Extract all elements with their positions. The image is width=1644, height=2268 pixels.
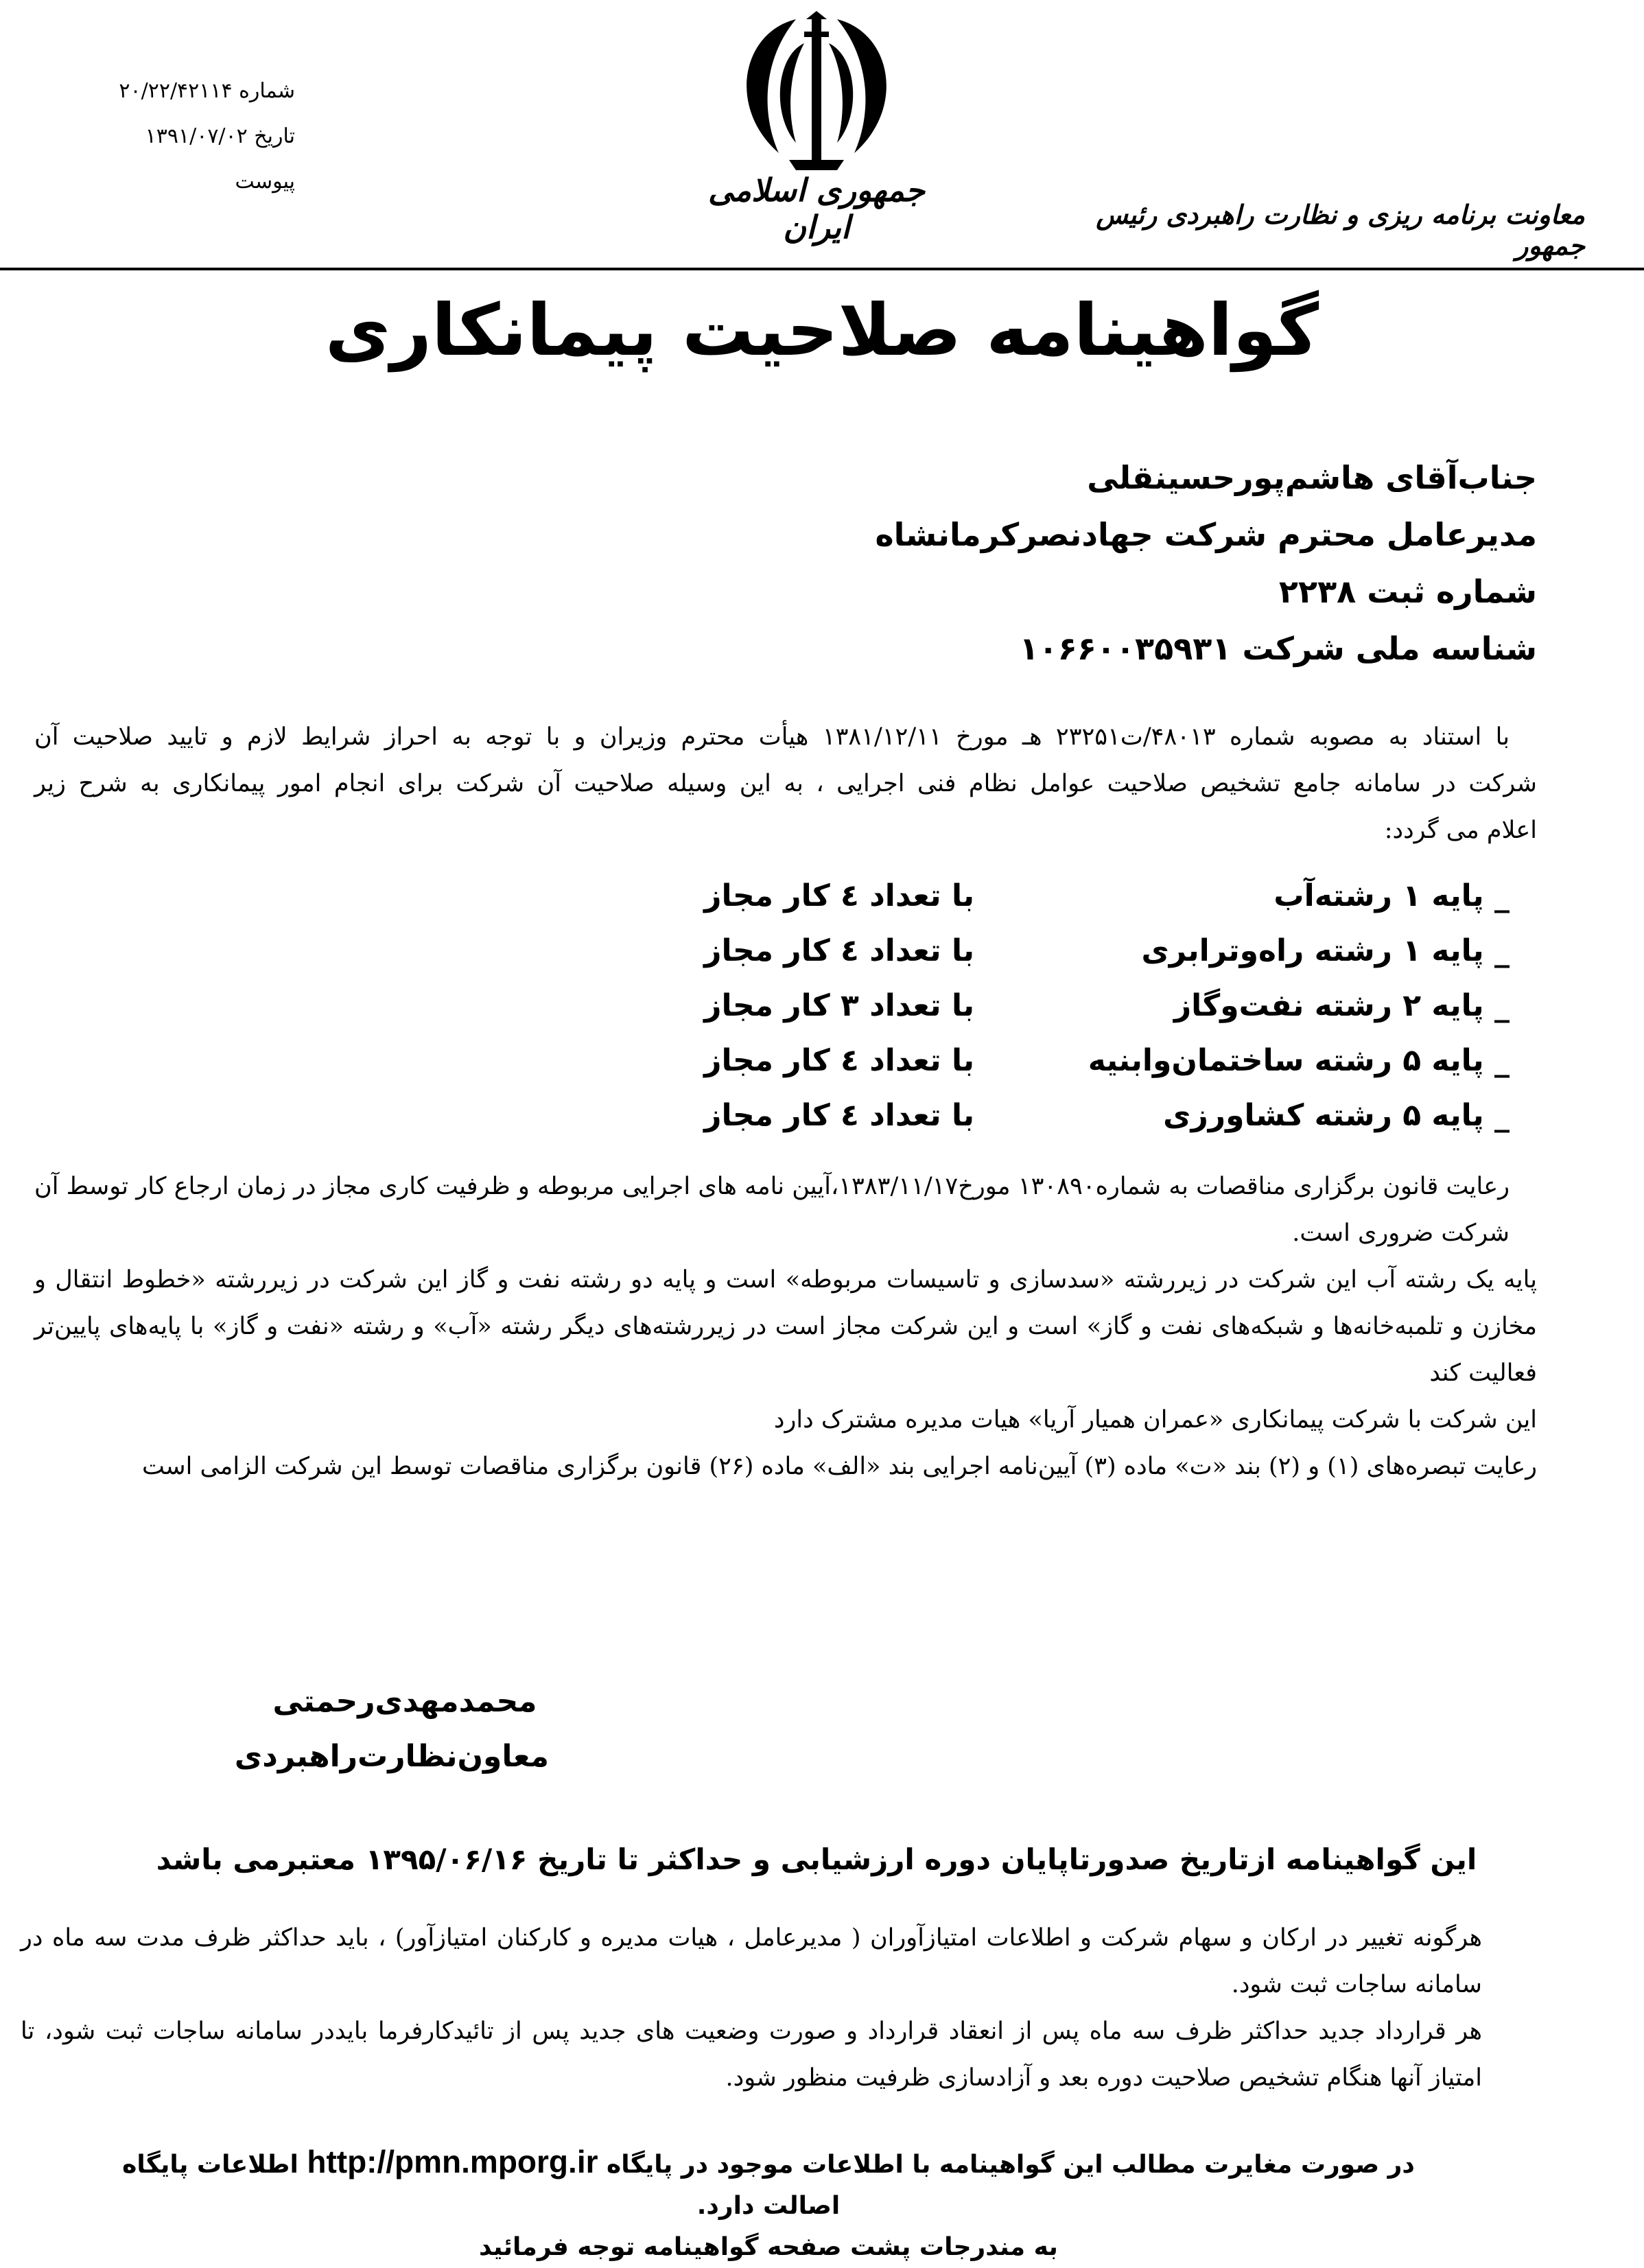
document-title: گواهینامه صلاحیت پیمانکاری	[325, 288, 1319, 372]
note-subfields: پایه یک رشته آب این شرکت در زیررشته «سدسازی و تاسیسات مربوطه» است و پایه دو رشته نفت و گاز این شرکت در زیررشته «خطوط انتقال و مخازن و تلمبه‌خانه‌ها و شبکه‌های نفت و گاز» است و این شرکت مجاز است در زیررشته‌های دیگر رشته «آب» و رشته «نفت و گاز» با پایه‌های پایین‌تر فعالیت کند	[34, 1266, 1537, 1387]
intro-line: شرکت در سامانه جامع تشخیص صلاحیت عوامل نظام فنی اجرایی ، به این وسیله صلاحیت آن شرکت برای انجام امور پیمانکاری به شرح زیر	[34, 770, 1537, 797]
validity-statement: این گواهینامه ازتاریخ صدورتاپایان دوره ارزشیابی و حداکثر تا تاریخ ۱۳۹۵/۰۶/۱۶ معتبرمی باشد	[156, 1843, 1477, 1876]
organization-name: معاونت برنامه ریزی و نظارت راهبردی رئیس جمهور	[1096, 199, 1585, 261]
competency-field: _ پایه ۱ رشته راه‌وترابری	[1141, 933, 1510, 968]
competency-row	[384, 878, 1510, 933]
recipient-block	[755, 449, 1537, 677]
registration-number: شماره ثبت ۲۲۳۸	[1278, 573, 1537, 610]
portal-link[interactable]: http://pmn.mporg.ir	[307, 2144, 598, 2179]
discrepancy-notice	[82, 2141, 1455, 2227]
letter-date: تاریخ ۱۳۹۱/۰۷/۰۲	[145, 124, 295, 148]
note-shared-board: این شرکت با شرکت پیمانکاری «عمران همیار آریا» هیات مدیره مشترک دارد	[773, 1406, 1537, 1434]
competency-count: با تعداد ٤ کار مجاز	[704, 1098, 974, 1133]
backpage-notice: به مندرجات پشت صفحه گواهینامه توجه فرمائید	[479, 2233, 1058, 2261]
competency-row	[384, 988, 1510, 1043]
competency-count: با تعداد ۳ کار مجاز	[704, 988, 974, 1023]
iran-emblem-icon	[714, 5, 919, 177]
competency-row	[384, 933, 1510, 988]
recipient-position: مدیرعامل محترم شرکت جهادنصرکرمانشاه	[875, 516, 1537, 553]
competency-field: _ پایه ۱ رشته‌آب	[1273, 878, 1510, 913]
competency-list	[384, 878, 1510, 1153]
discrepancy-text-b: اطلاعات پایگاه اصالت دارد.	[122, 2151, 841, 2220]
intro-line: اعلام می گردد:	[1384, 817, 1537, 844]
discrepancy-text-a: در صورت مغایرت مطالب این گواهینامه با اطلاعات موجود در پایگاه	[607, 2151, 1415, 2179]
national-id: شناسه ملی شرکت ۱۰۶۶۰۰۳۵۹۳۱	[1019, 630, 1537, 667]
intro-paragraph	[34, 714, 1537, 854]
note-law-compliance: رعایت قانون برگزاری مناقصات به شماره۱۳۰۸۹۰ مورخ۱۳۸۳/۱۱/۱۷،آیین نامه های اجرایی مربوطه و ظرفیت کاری مجاز در زمان ارجاع کار توسط آن شرکت ضروری است.	[34, 1173, 1510, 1247]
competency-field: _ پایه ۲ رشته نفت‌وگاز	[1173, 988, 1510, 1023]
competency-field: _ پایه ۵ رشته کشاورزی	[1163, 1098, 1510, 1133]
conditions-notes	[34, 1163, 1537, 1490]
recipient-name: جناب‌آقای هاشم‌پورحسینقلی	[1087, 459, 1537, 496]
signature-block	[234, 1674, 549, 1784]
competency-count: با تعداد ٤ کار مجاز	[704, 878, 974, 913]
letter-number: شماره ۲۰/۲۲/۴۲۱۱۴	[119, 79, 295, 103]
competency-count: با تعداد ٤ کار مجاز	[704, 1043, 974, 1078]
competency-count: با تعداد ٤ کار مجاز	[704, 933, 974, 968]
note-contract-registration: هر قرارداد جدید حداکثر ظرف سه ماه پس از انعقاد قرارداد و صورت وضعیت های جدید پس از تائیدکارفرما بایددر سامانه ساجات ثبت شود، تا امتیاز آنها هنگام تشخیص صلاحیت دوره بعد و آزادسازی ظرفیت منظور شود.	[21, 2018, 1482, 2092]
note-changes-registration: هرگونه تغییر در ارکان و سهام شرکت و اطلاعات امتیازآوران ( مدیرعامل ، هیات مدیره و کارکنان امتیازآور) ، باید حداکثر ظرف مدت سه ماه در سامانه ساجات ثبت شود.	[21, 1924, 1482, 1998]
competency-row	[384, 1098, 1510, 1153]
competency-field: _ پایه ۵ رشته ساختمان‌وابنیه	[1088, 1043, 1510, 1078]
header-divider	[0, 268, 1644, 270]
emblem-caption: جمهوری اسلامی ایران	[708, 172, 925, 246]
signatory-name: محمدمهدی‌رحمتی	[272, 1684, 537, 1719]
competency-row	[384, 1043, 1510, 1098]
letter-meta	[103, 69, 295, 204]
bottom-notice	[82, 2141, 1455, 2268]
letter-attachment: پیوست	[235, 169, 295, 194]
note-regulations: رعایت تبصره‌های (۱) و (۲) بند «ت» ماده (۳) آیین‌نامه اجرایی بند «الف» ماده (۲۶) قانون برگزاری مناقصات توسط این شرکت الزامی است	[141, 1453, 1537, 1480]
signatory-role: معاون‌نظارت‌راهبردی	[234, 1739, 549, 1774]
footer-notes	[21, 1915, 1537, 2101]
intro-line: با استناد به مصوبه شماره ۴۸۰۱۳/ت۲۳۲۵۱ هـ مورخ ۱۳۸۱/۱۲/۱۱ هیأت محترم وزیران و با توجه به احراز شرایط لازم و تایید صلاحیت آن	[34, 723, 1510, 751]
